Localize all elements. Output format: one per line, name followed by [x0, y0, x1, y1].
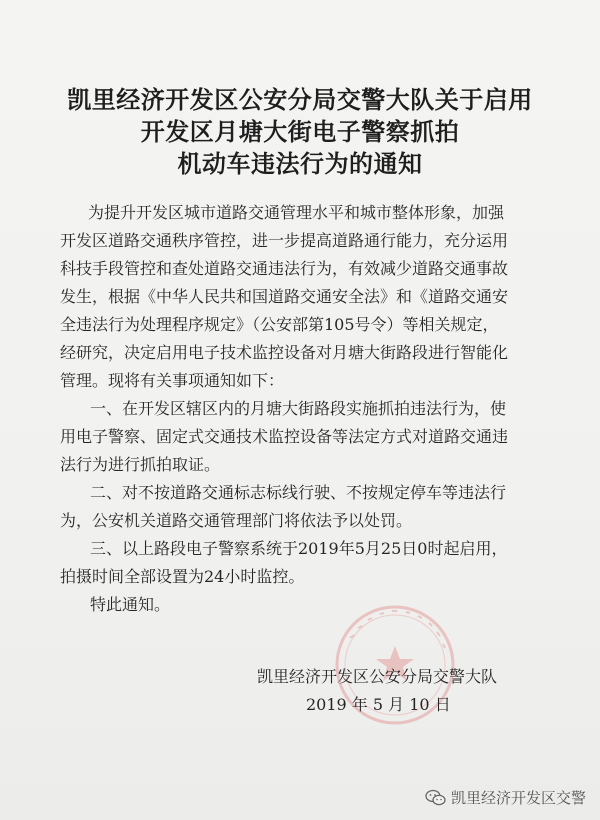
- signature-date: 2019 年 5 月 10 日: [306, 695, 451, 714]
- notice-title-line-3: 机动车违法行为的通知: [177, 150, 423, 178]
- body-line: 法行为进行抓拍取证。: [60, 455, 221, 474]
- official-seal-text-ring: [350, 611, 445, 648]
- body-line: 管理。现将有关事项通知如下：: [60, 371, 285, 390]
- notice-title-line-2: 开发区月塘大街电子警察抓拍: [140, 118, 460, 146]
- body-line: 科技手段管控和查处道路交通违法行为，有效减少道路交通事故: [60, 259, 509, 278]
- wechat-watermark: [425, 787, 586, 808]
- body-line: 特此通知。: [90, 595, 171, 614]
- body-line: 发生，根据《中华人民共和国道路交通安全法》和《道路交通安: [60, 287, 509, 306]
- body-line: 拍摄时间全部设置为24小时监控。: [60, 567, 305, 586]
- body-line: 一、在开发区辖区内的月塘大街路段实施抓拍违法行为，使: [90, 399, 507, 418]
- body-line: 开发区道路交通秩序管控，进一步提高道路通行能力，充分运用: [60, 231, 509, 250]
- body-line: 用电子警察、固定式交通技术监控设备等法定方式对道路交通违: [60, 427, 509, 446]
- body-line: 全违法行为处理程序规定》（公安部第105号令）等相关规定，: [60, 315, 499, 334]
- body-line: 三、以上路段电子警察系统于2019年5月25日0时起启用，: [90, 539, 508, 558]
- wechat-icon: [425, 789, 447, 807]
- signature-organization: 凯里经济开发区公安分局交警大队: [257, 667, 498, 686]
- body-line: 经研究，决定启用电子技术监控设备对月塘大街路段进行智能化: [60, 343, 509, 362]
- body-line: 二、对不按道路交通标志标线行驶、不按规定停车等违法行: [90, 483, 507, 502]
- body-line: 为，公安机关道路交通管理部门将依法予以处罚。: [60, 511, 413, 530]
- notice-title-line-1: 凯里经济开发区公安分局交警大队关于启用: [67, 86, 533, 114]
- watermark-account-name: 凯里经济开发区交警: [450, 789, 586, 807]
- body-line: 为提升开发区城市道路交通管理水平和城市整体形象，加强: [88, 203, 505, 222]
